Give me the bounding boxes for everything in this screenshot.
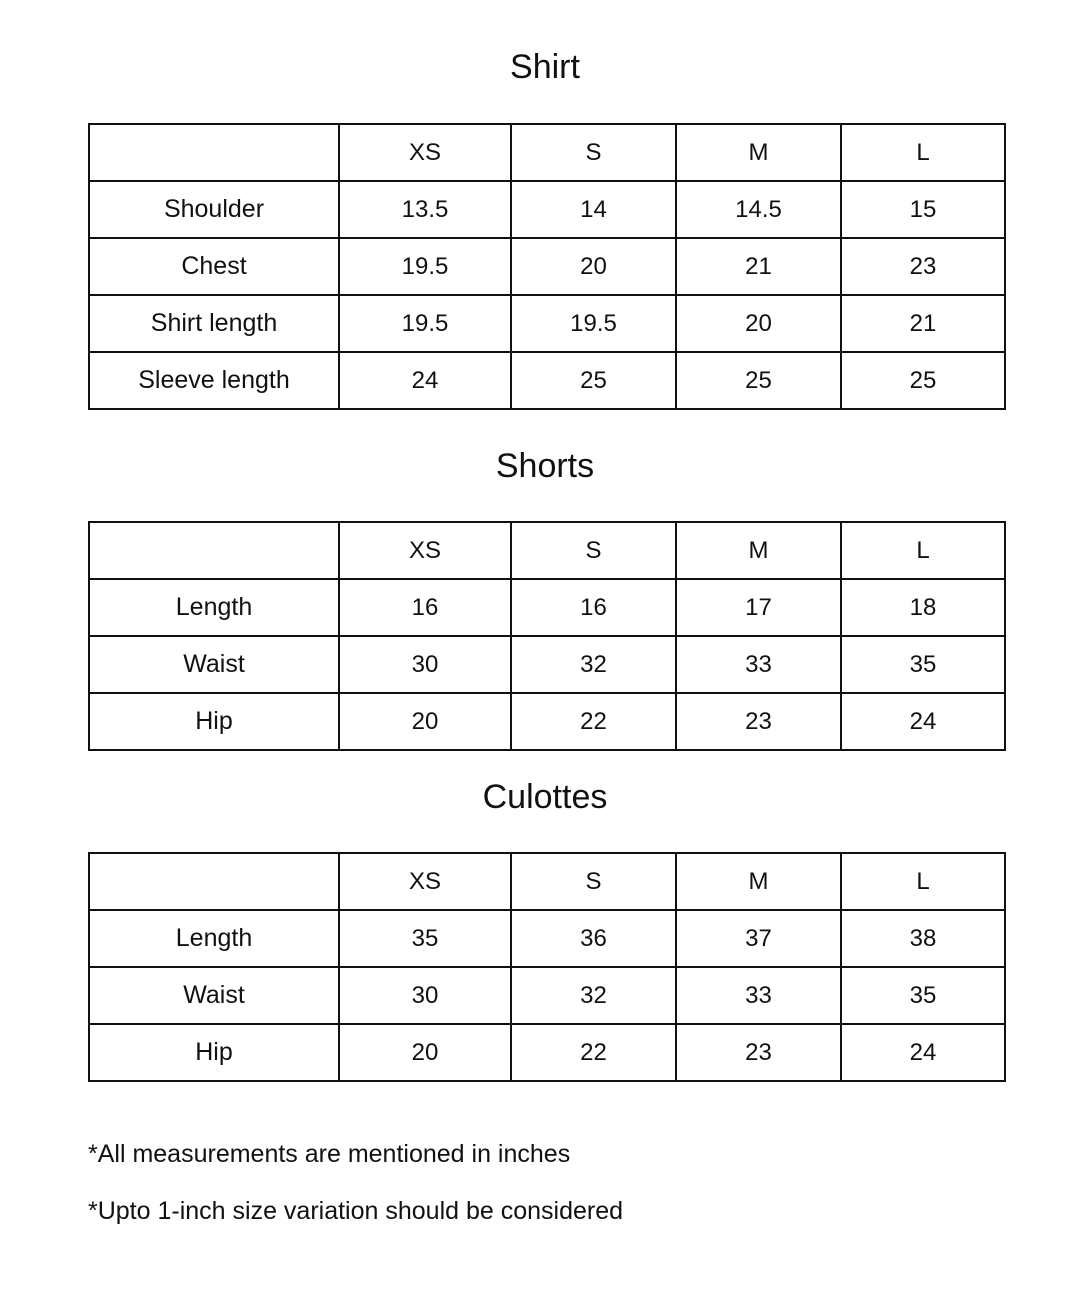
header-cell-l: L [841,522,1005,579]
table-cell: 25 [511,352,676,409]
table-row [89,352,1005,409]
table-header-row [89,124,1005,181]
row-label: Hip [89,693,339,750]
table-row [89,693,1005,750]
table-cell: 23 [676,693,841,750]
culottes-size-table [88,852,1006,1082]
table-cell: 25 [841,352,1005,409]
table-cell: 24 [339,352,511,409]
header-cell-s: S [511,124,676,181]
table-header-row [89,853,1005,910]
table-row [89,910,1005,967]
table-cell: 18 [841,579,1005,636]
measurement-units-note: *All measurements are mentioned in inches [88,1140,571,1168]
table-row [89,579,1005,636]
header-cell-xs: XS [339,853,511,910]
table-row [89,238,1005,295]
header-cell-s: S [511,522,676,579]
table-cell: 30 [339,967,511,1024]
table-cell: 19.5 [339,238,511,295]
table-cell: 21 [841,295,1005,352]
table-cell: 30 [339,636,511,693]
table-cell: 16 [511,579,676,636]
row-label: Length [89,579,339,636]
table-cell: 16 [339,579,511,636]
header-cell-empty [89,124,339,181]
table-cell: 35 [841,967,1005,1024]
table-cell: 37 [676,910,841,967]
table-cell: 23 [841,238,1005,295]
row-label: Waist [89,967,339,1024]
table-cell: 24 [841,693,1005,750]
table-row [89,636,1005,693]
table-cell: 19.5 [511,295,676,352]
table-cell: 23 [676,1024,841,1081]
row-label: Chest [89,238,339,295]
header-cell-xs: XS [339,124,511,181]
table-cell: 22 [511,693,676,750]
header-cell-s: S [511,853,676,910]
table-cell: 22 [511,1024,676,1081]
header-cell-m: M [676,853,841,910]
header-cell-l: L [841,853,1005,910]
table-cell: 35 [339,910,511,967]
culottes-title: Culottes [482,778,608,816]
table-row [89,181,1005,238]
table-cell: 33 [676,967,841,1024]
table-cell: 20 [511,238,676,295]
table-cell: 19.5 [339,295,511,352]
row-label: Hip [89,1024,339,1081]
size-variation-note: *Upto 1-inch size variation should be considered [88,1197,624,1225]
table-cell: 36 [511,910,676,967]
table-cell: 13.5 [339,181,511,238]
header-cell-l: L [841,124,1005,181]
table-cell: 32 [511,967,676,1024]
row-label: Shirt length [89,295,339,352]
table-cell: 35 [841,636,1005,693]
shorts-title: Shorts [495,447,595,485]
row-label: Length [89,910,339,967]
header-cell-m: M [676,124,841,181]
table-row [89,295,1005,352]
row-label: Shoulder [89,181,339,238]
table-cell: 20 [339,1024,511,1081]
table-cell: 33 [676,636,841,693]
header-cell-xs: XS [339,522,511,579]
table-cell: 14 [511,181,676,238]
table-row [89,967,1005,1024]
shirt-title: Shirt [510,48,580,86]
table-row [89,1024,1005,1081]
table-cell: 25 [676,352,841,409]
table-header-row [89,522,1005,579]
table-cell: 15 [841,181,1005,238]
table-cell: 32 [511,636,676,693]
header-cell-empty [89,853,339,910]
shorts-size-table [88,521,1006,751]
table-cell: 24 [841,1024,1005,1081]
table-cell: 38 [841,910,1005,967]
header-cell-empty [89,522,339,579]
header-cell-m: M [676,522,841,579]
table-cell: 20 [339,693,511,750]
table-cell: 21 [676,238,841,295]
table-cell: 20 [676,295,841,352]
table-cell: 14.5 [676,181,841,238]
row-label: Waist [89,636,339,693]
table-cell: 17 [676,579,841,636]
row-label: Sleeve length [89,352,339,409]
shirt-size-table [88,123,1006,410]
